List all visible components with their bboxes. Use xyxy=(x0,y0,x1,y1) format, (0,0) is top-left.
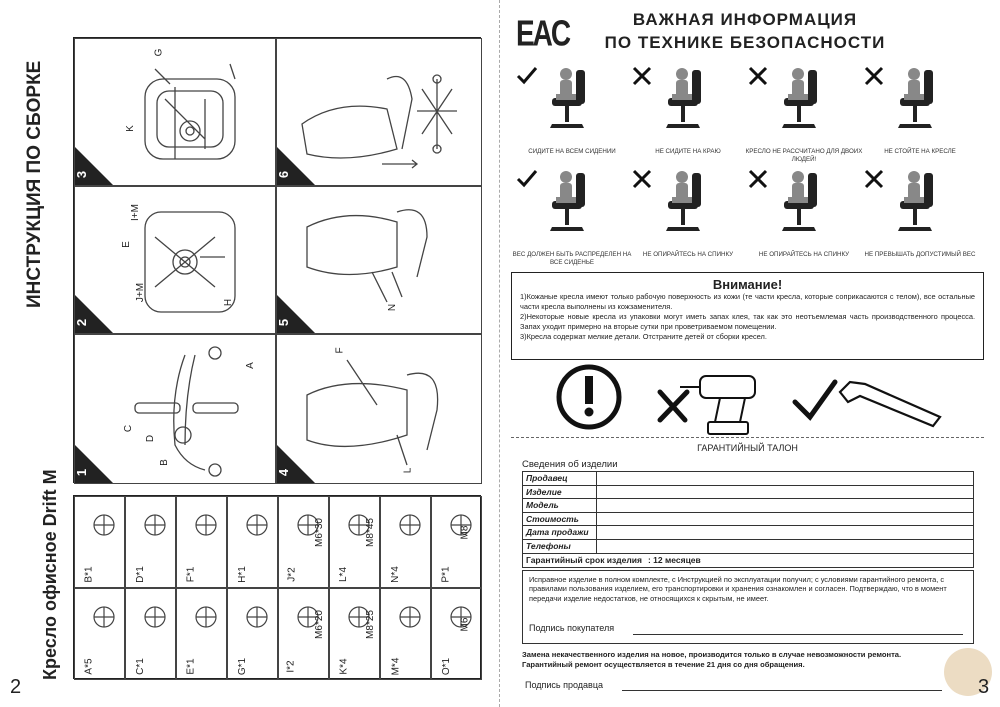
part-cell xyxy=(278,496,329,588)
part-icon xyxy=(395,505,425,545)
part-code: E*1 xyxy=(185,658,197,675)
warranty-row-label: Дата продажи xyxy=(523,526,597,539)
consent-box xyxy=(522,570,974,644)
warranty-table xyxy=(522,471,974,568)
part-icon xyxy=(140,597,170,637)
attention-p2: 2)Некоторые новые кресла из упаковки могут иметь запах клея, так как это неотъемлемая часть производственного процесса. Запах уходит примерно на вторые сутки при проветриваемом помещении. xyxy=(520,311,975,331)
part-cell xyxy=(74,496,125,588)
product-info-heading: Сведения об изделии xyxy=(522,459,618,470)
warranty-row[interactable] xyxy=(523,540,973,554)
part-cell xyxy=(329,496,380,588)
cross-icon xyxy=(744,165,854,245)
part-code: A*5 xyxy=(83,658,95,675)
part-icon xyxy=(89,505,119,545)
page-number-left: 2 xyxy=(10,676,22,698)
part-code: K*4 xyxy=(338,658,350,675)
step-4-cell xyxy=(276,334,482,484)
step-6-cell xyxy=(276,38,482,186)
part-code: P*1 xyxy=(440,566,452,583)
part-icon xyxy=(395,597,425,637)
part-code: J*2 xyxy=(286,567,298,582)
part-code: M*4 xyxy=(390,657,402,676)
part-cell xyxy=(431,588,482,680)
part-cell xyxy=(176,496,227,588)
part-icon xyxy=(191,505,221,545)
note-replacement: Замена некачественного изделия на новое, производится только в случае невозможности ремонта. xyxy=(522,650,902,659)
part-cell xyxy=(227,588,278,680)
safety-caption: НЕ ПРЕВЫШАТЬ ДОПУСТИМЫЙ ВЕС xyxy=(864,251,976,258)
part-cell xyxy=(227,496,278,588)
part-icon xyxy=(89,597,119,637)
part-cell xyxy=(125,588,176,680)
warranty-period-row xyxy=(523,554,973,568)
warranty-row-label: Телефоны xyxy=(523,540,597,553)
buyer-sign-label: Подпись покупателя xyxy=(529,623,615,633)
warranty-row[interactable] xyxy=(523,486,973,500)
cross-icon xyxy=(628,62,738,142)
part-code: B*1 xyxy=(83,566,95,583)
step-3-label-g: G xyxy=(153,48,165,57)
step-4-label-l: L xyxy=(402,467,414,474)
step-3-badge xyxy=(75,147,113,185)
seller-sign-label: Подпись продавца xyxy=(525,680,604,690)
step-5-number: 5 xyxy=(276,318,292,327)
assembly-steps-grid xyxy=(73,37,481,483)
part-code: L*4 xyxy=(338,566,350,583)
cut-line xyxy=(511,437,984,438)
part-cell xyxy=(125,496,176,588)
cross-icon xyxy=(660,392,687,420)
step-1-label-c: C xyxy=(123,424,135,433)
attention-p1: 1)Кожаные кресла имеют только рабочую поверхность из кожи (те части кресла, которые соприкасаются с телом), все остальные части кресла выполнены из кожзаменителя. xyxy=(520,292,975,311)
warranty-row-label: Изделие xyxy=(523,486,597,499)
cross-icon xyxy=(860,62,970,142)
part-size: M6 xyxy=(459,617,471,632)
part-icon xyxy=(242,597,272,637)
step-2-cell xyxy=(74,186,276,334)
step-5-cell xyxy=(276,186,482,334)
part-code: H*1 xyxy=(236,566,248,583)
part-size: M6*30 xyxy=(313,518,325,547)
cross-icon xyxy=(860,165,970,245)
warranty-notes xyxy=(522,650,972,670)
safety-caption: НЕ ОПИРАЙТЕСЬ НА СПИНКУ xyxy=(758,251,850,258)
cross-icon xyxy=(744,62,854,142)
hex-key-icon xyxy=(840,382,940,426)
warranty-period-label: Гарантийный срок изделия xyxy=(526,554,642,565)
step-3-number: 3 xyxy=(74,170,90,179)
part-size: M8*45 xyxy=(364,518,376,547)
check-icon xyxy=(512,62,622,142)
consent-text: Исправное изделие в полном комплекте, с Инструкцией по эксплуатации получил; с условиями гарантийного ремонта, с правилами пользования изделием, его транспортировки и хранения ознакомлен и согласен. Подтверждаю, что в момент передачи изделие недостатков, не относящихся к скрытым, не имеет. xyxy=(529,575,947,603)
step-3-cell xyxy=(74,38,276,186)
step-2-label-jm: J+M xyxy=(135,282,147,303)
part-cell xyxy=(380,496,431,588)
step-1-label-a: A xyxy=(244,362,256,369)
part-size: M8*25 xyxy=(364,610,376,639)
part-code: O*1 xyxy=(441,657,453,676)
safety-caption: СИДИТЕ НА ВСЕМ СИДЕНИИ xyxy=(528,148,616,155)
part-cell xyxy=(74,588,125,680)
part-code: C*1 xyxy=(134,658,146,675)
safety-caption: ВЕС ДОЛЖЕН БЫТЬ РАСПРЕДЕЛЕН НА ВСЕ СИДЕНЬЕ xyxy=(512,251,632,266)
warranty-row-label: Продавец xyxy=(523,472,597,485)
part-icon xyxy=(242,505,272,545)
part-code: G*1 xyxy=(237,657,249,676)
cross-icon xyxy=(628,165,738,245)
warranty-row-label: Модель xyxy=(523,499,597,512)
part-size: M8 xyxy=(459,525,471,540)
part-icon xyxy=(140,505,170,545)
step-5-label-n: N xyxy=(387,303,399,312)
step-4-badge xyxy=(277,445,315,483)
safety-caption: НЕ СИДИТЕ НА КРАЮ xyxy=(655,148,721,155)
product-title: Кресло офисное Drift M xyxy=(40,469,60,680)
step-1-label-b: B xyxy=(158,459,170,466)
safety-caption: КРЕСЛО НЕ РАССЧИТАНО ДЛЯ ДВОИХ ЛЮДЕЙ! xyxy=(745,148,863,163)
safety-caption: НЕ ОПИРАЙТЕСЬ НА СПИНКУ xyxy=(642,251,734,258)
drill-icon xyxy=(680,376,755,434)
attention-p3: 3)Кресла содержат мелкие детали. Отстраните детей от сборки кресел. xyxy=(520,331,767,341)
step-2-badge xyxy=(75,295,113,333)
part-cell xyxy=(380,588,431,680)
buyer-sign-line[interactable] xyxy=(633,634,963,635)
step-2-label-im: I+M xyxy=(129,204,141,221)
step-1-label-d: D xyxy=(145,434,157,443)
step-3-label-k: K xyxy=(124,125,136,132)
part-code: D*1 xyxy=(134,566,146,583)
page-number-right: 3 xyxy=(978,676,990,698)
assembly-title: ИНСТРУКЦИЯ ПО СБОРКЕ xyxy=(24,60,45,308)
attention-title: Внимание! xyxy=(712,277,783,292)
warranty-title: ГАРАНТИЙНЫЙ ТАЛОН xyxy=(697,443,798,453)
step-1-number: 1 xyxy=(74,468,90,477)
warranty-row-label: Стоимость xyxy=(523,513,597,526)
step-1-cell xyxy=(74,334,276,484)
note-repair-term: Гарантийный ремонт осуществляется в течение 21 дня со дня обращения. xyxy=(522,659,805,669)
small-parts-icons xyxy=(500,362,1000,442)
step-2-number: 2 xyxy=(74,318,90,327)
part-code: F*1 xyxy=(185,566,197,583)
step-6-number: 6 xyxy=(276,170,292,179)
step-2-label-e: E xyxy=(120,241,132,248)
safety-caption: НЕ СТОЙТЕ НА КРЕСЛЕ xyxy=(884,148,956,155)
check-icon xyxy=(512,165,622,245)
safety-heading-line1: ВАЖНАЯ ИНФОРМАЦИЯ xyxy=(632,10,858,29)
step-4-number: 4 xyxy=(276,468,292,477)
part-cell xyxy=(329,588,380,680)
parts-list xyxy=(73,495,481,679)
part-cell xyxy=(278,588,329,680)
warranty-period-value: : 12 месяцев xyxy=(647,554,701,565)
seller-sign-line[interactable] xyxy=(622,690,942,691)
part-code: I*2 xyxy=(285,660,297,673)
eac-mark: EAC xyxy=(516,13,570,54)
step-5-badge xyxy=(277,295,315,333)
step-2-label-h: H xyxy=(223,298,235,307)
step-1-badge xyxy=(75,445,113,483)
check-icon xyxy=(795,382,835,417)
part-code: N*4 xyxy=(389,566,401,583)
warranty-row[interactable] xyxy=(523,513,973,527)
warranty-row[interactable] xyxy=(523,526,973,540)
part-size: M6*20 xyxy=(313,610,325,639)
part-cell xyxy=(176,588,227,680)
step-6-badge xyxy=(277,147,315,185)
part-cell xyxy=(431,496,482,588)
attention-box xyxy=(511,272,984,360)
warranty-row[interactable] xyxy=(523,472,973,486)
part-icon xyxy=(191,597,221,637)
warranty-row[interactable] xyxy=(523,499,973,513)
safety-heading-line2: ПО ТЕХНИКЕ БЕЗОПАСНОСТИ xyxy=(604,33,886,52)
step-4-label-f: F xyxy=(334,347,346,354)
